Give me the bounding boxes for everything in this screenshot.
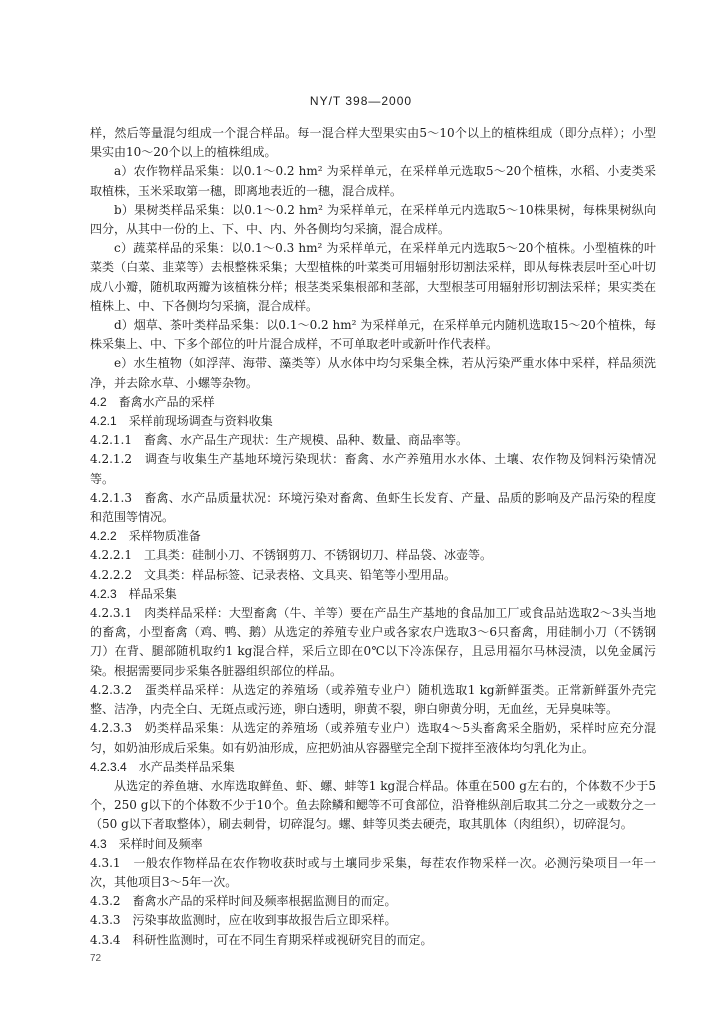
paragraph: 4.3.1 一般农作物样品在农作物收获时或与土壤同步采集，每茬农作物采样一次。必测污染项目一年一次，其他项目3～5年一次。: [90, 855, 656, 889]
paragraph: a）农作物样品采集：以0.1～0.2 hm² 为采样单元，在采样单元选取5～20个植株，水稻、小麦类采取植株，玉米采取第一穗，即离地表近的一穗，混合成样。: [90, 164, 656, 198]
paragraph: 从选定的养鱼塘、水库选取鲜鱼、虾、螺、蚌等1 kg混合样品。体重在500 g左右的，个体数不少于5个，250 g以下的个体数不少于10个。鱼去除鳞和鳃等不可食部位，沿脊椎纵剖后取其二分之一或数分之一（50 g以下者取整体），刷去刺骨，切碎混匀。螺、蚌等贝类去硬壳，取其肌体（肉组织），切碎混匀。: [90, 778, 656, 832]
paragraph: c）蔬菜样品的采集：以0.1～0.3 hm² 为采样单元，在采样单元内选取5～20个植株。小型植株的叶菜类（白菜、韭菜等）去根整株采集；大型植株的叶菜类可用辐射形切割法采样，即从每株表层叶至心叶切成八小瓣，随机取两瓣为该植株分样；根茎类采集根部和茎部，大型根茎可用辐射形切割法采样；果实类在植株上、中、下各侧均匀采摘，混合成样。: [90, 241, 656, 313]
paragraph: 4.2.3.1 肉类样品采样：大型畜禽（牛、羊等）要在产品生产基地的食品加工厂或食品站选取2～3头当地的畜禽，小型畜禽（鸡、鸭、鹅）从选定的养殖专业户或各家农户选取3～6只畜禽，用硅制小刀（不锈钢刀）在背、腿部随机取约1 kg混合样，采后立即在0℃以下冷冻保存，且忌用福尔马林浸渍，以免金属污染。根据需要同步采集各脏器组织部位的样品。: [90, 606, 656, 678]
paragraph: 4.2.2.1 工具类：硅制小刀、不锈钢剪刀、不锈钢切刀、样品袋、冰壶等。: [90, 548, 492, 563]
paragraph: 4.3.4 科研性监测时，可在不同生育期采样或视研究目的而定。: [90, 932, 433, 947]
section-heading: 4.2 畜禽水产品的采样: [90, 394, 215, 409]
section-heading: 4.3 采样时间及频率: [90, 836, 203, 851]
paragraph: b）果树类样品采集：以0.1～0.2 hm² 为采样单元，在采样单元内选取5～10株果树，每株果树纵向四分，从其中一份的上、下、中、内、外各侧均匀采摘，混合成样。: [90, 202, 656, 237]
section-heading: 4.2.1 采样前现场调查与资料收集: [90, 414, 273, 429]
paragraph: 4.2.1.3 畜禽、水产品质量状况：环境污染对畜禽、鱼虾生长发育、产量、品质的影响及产品污染的程度和范围等情况。: [90, 490, 656, 525]
page-number: 72: [90, 953, 102, 964]
section-heading: 4.2.2 采样物质准备: [90, 529, 201, 544]
section-heading: 4.2.3 样品采集: [90, 586, 177, 601]
paragraph: 样，然后等量混匀组成一个混合样品。每一混合样大型果实由5～10个以上的植株组成（即分点样）；小型果实由10～20个以上的植株组成。: [90, 126, 656, 160]
paragraph: 4.2.3.2 蛋类样品采样：从选定的养殖场（或养殖专业户）随机选取1 kg新鲜蛋类。正常新鲜蛋外壳完整、洁净，内壳全白、无斑点或污迹，卵白透明，卵黄不裂，卵白卵黄分明，无血丝，无异臭味等。: [90, 682, 656, 717]
paragraph: 4.3.2 畜禽水产品的采样时间及频率根据监测目的而定。: [90, 894, 397, 909]
page-header-standard-number: NY/T 398—2000: [309, 94, 413, 108]
section-heading: 4.2.3.4 水产品类样品采集: [90, 759, 235, 774]
paragraph: 4.2.1.1 畜禽、水产品生产现状：生产规模、品种、数量、商品率等。: [90, 433, 468, 448]
paragraph: d）烟草、茶叶类样品采集：以0.1～0.2 hm² 为采样单元，在采样单元内随机选取15～20个植株，每株采集上、中、下多个部位的叶片混合成样，不可单取老叶或新叶作代表样。: [90, 318, 656, 352]
paragraph: 4.2.1.2 调查与收集生产基地环境污染现状：畜禽、水产养殖用水水体、土壤、农作物及饲料污染情况等。: [90, 452, 656, 486]
paragraph: 4.3.3 污染事故监测时，应在收到事故报告后立即采样。: [90, 913, 397, 928]
paragraph: e）水生植物（如浮萍、海带、藻类等）从水体中均匀采集全株，若从污染严重水体中采样，样品须洗净，并去除水草、小螺等杂物。: [90, 356, 656, 390]
paragraph: 4.2.2.2 文具类：样品标签、记录表格、文具夹、铅笔等小型用品。: [90, 567, 456, 582]
paragraph: 4.2.3.3 奶类样品采集：从选定的养殖场（或养殖专业户）选取4～5头畜禽采全脂奶，采样时应充分混匀，如奶油形成后采集。如有奶油形成，应把奶油从容器壁完全刮下搅拌至液体均匀乳化为止。: [90, 721, 656, 755]
document-body: [90, 124, 656, 950]
